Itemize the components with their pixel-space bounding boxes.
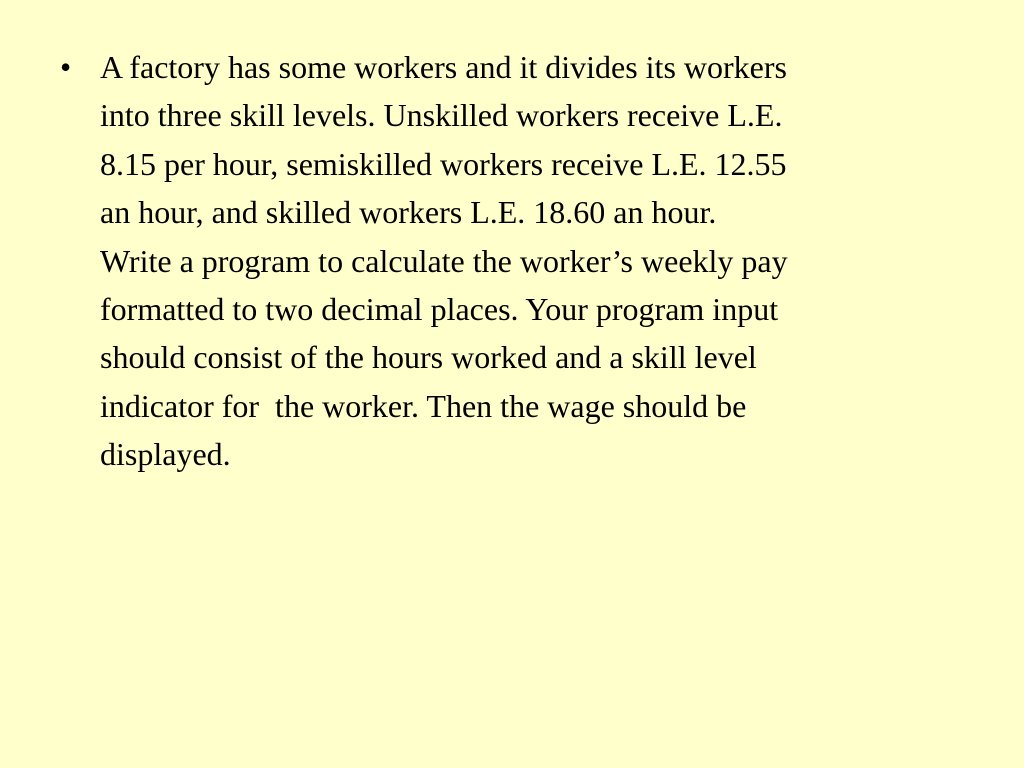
bullet-marker: • [60,49,72,85]
bullet-text-line: displayed. [100,436,231,473]
bullet-list [60,43,980,479]
bullet-text-line: should consist of the hours worked and a skill level [100,339,757,376]
bullet-item [60,43,980,479]
bullet-text-line: into three skill levels. Unskilled workers receive L.E. [100,97,783,134]
bullet-text-line: indicator for the worker. Then the wage should be [100,387,747,424]
bullet-text-line: 8.15 per hour, semiskilled workers receive L.E. 12.55 [100,145,787,182]
bullet-text-line: formatted to two decimal places. Your program input [100,291,779,328]
bullet-text-line: an hour, and skilled workers L.E. 18.60 an hour. [100,194,717,231]
bullet-text-line: A factory has some workers and it divides its workers [100,49,787,85]
bullet-text-line: Write a program to calculate the worker’s weekly pay [100,242,788,279]
